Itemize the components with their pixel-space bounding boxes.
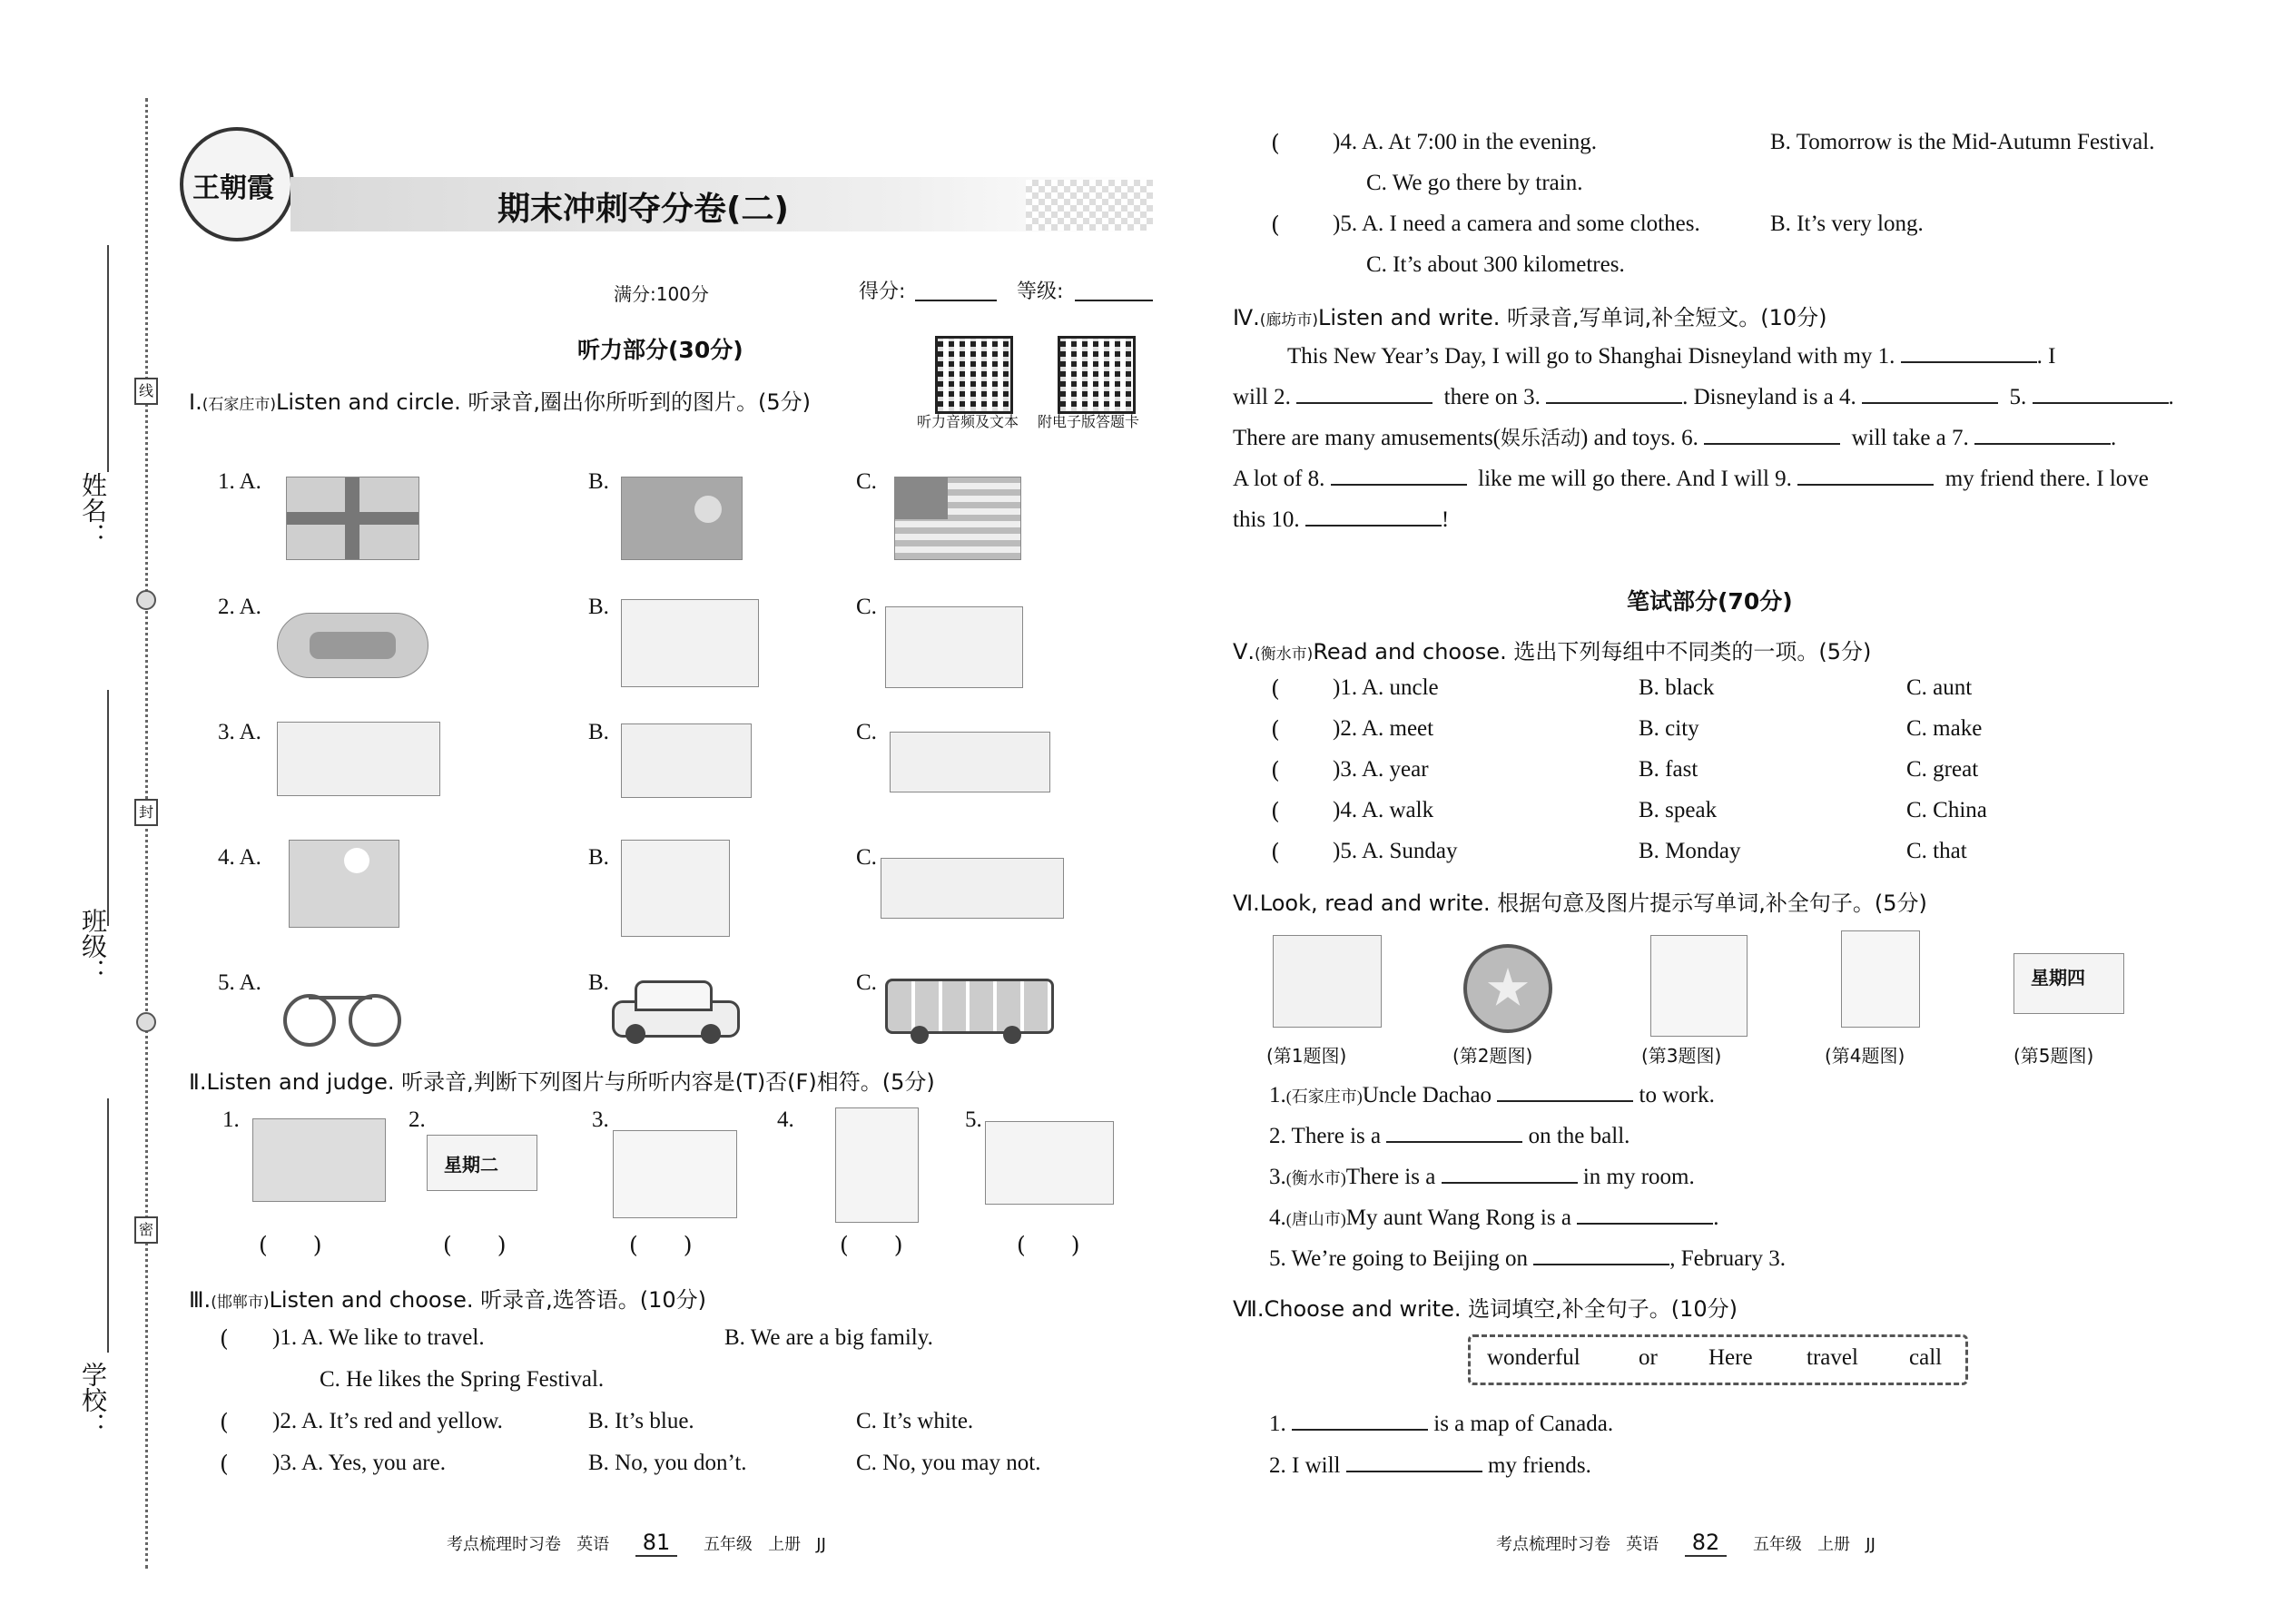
stadium-picture[interactable]	[277, 613, 428, 678]
brand-logo	[180, 127, 294, 241]
sydney-opera-house-picture[interactable]	[277, 722, 440, 796]
s3-q1-paren[interactable]: (	[220, 1325, 229, 1352]
s2-num-4: 4.	[777, 1107, 794, 1132]
qr-card-caption: 附电子版答题卡	[1038, 413, 1140, 430]
s5-q5-a: )5. A. Sunday	[1333, 839, 1458, 863]
checker-decoration	[1026, 180, 1153, 231]
s5-q3-a: )3. A. year	[1333, 757, 1429, 782]
s1-row-1-label: 1. A.	[218, 469, 261, 494]
s3-q5-b: B. It’s very long.	[1770, 212, 1924, 236]
s6-caption-1: (第1题图)	[1266, 1045, 1347, 1067]
calendar-thursday-text: 星期四	[2031, 967, 2085, 989]
s7-blank-2[interactable]	[1346, 1451, 1482, 1472]
page-number-right: 82	[1685, 1530, 1728, 1557]
class-label: 班级：	[78, 908, 108, 984]
name-label: 姓名：	[78, 472, 108, 548]
s1-row-2-c: C.	[856, 595, 877, 619]
binding-dotted-line	[145, 98, 148, 1569]
s4-blank-2[interactable]	[1296, 382, 1433, 404]
s1-row-5-c: C.	[856, 970, 877, 995]
qr-code-answer-card[interactable]	[1058, 336, 1136, 414]
name-underline	[107, 245, 109, 472]
s4-line-3: There are many amusements(娱乐活动) and toys. 6. will take a 7. .	[1233, 423, 2116, 451]
s1-row-3-label: 3. A.	[218, 720, 261, 744]
section-4-header: Ⅳ.(廊坊市)Listen and write. 听录音,写单词,补全短文。(10分)	[1233, 305, 1827, 330]
calendar-tuesday-text: 星期二	[444, 1154, 498, 1176]
word-bank-item: or	[1639, 1345, 1658, 1370]
s1-row-1-b: B.	[588, 469, 609, 494]
s3-q5-paren[interactable]: (	[1271, 212, 1280, 238]
s5-q5-b: B. Monday	[1639, 839, 1741, 863]
s5-q2-c: C. make	[1906, 716, 1983, 741]
s5-q4-c: C. China	[1906, 798, 1987, 822]
s7-q1: 1. is a map of Canada.	[1269, 1409, 1613, 1437]
children-door-picture[interactable]	[621, 840, 730, 937]
footer-right: 考点梳理时习卷 英语 82 五年级 上册 JJ	[1496, 1530, 1876, 1555]
s5-q4-paren[interactable]: (	[1271, 798, 1280, 824]
s3-q3-b: B. No, you don’t.	[588, 1451, 747, 1475]
s6-q2: 2. There is a on the ball.	[1269, 1121, 1629, 1149]
s6-blank-4[interactable]	[1577, 1203, 1713, 1225]
s3-q3-c: C. No, you may not.	[856, 1451, 1041, 1475]
s1-row-3-b: B.	[588, 720, 609, 744]
s1-row-2-label: 2. A.	[218, 595, 261, 619]
swimming-picture[interactable]	[985, 1121, 1114, 1205]
s1-row-1-c: C.	[856, 469, 877, 494]
word-bank-item: Here	[1708, 1345, 1753, 1370]
class-underline	[107, 690, 109, 926]
binding-mark-close: 密	[134, 1216, 158, 1244]
s6-blank-3[interactable]	[1442, 1162, 1578, 1184]
grade-label: 等级:	[1017, 281, 1064, 303]
s5-q1-b: B. black	[1639, 675, 1715, 700]
s1-row-4-b: B.	[588, 845, 609, 870]
s5-q5-c: C. that	[1906, 839, 1967, 863]
s3-q3-a: )3. A. Yes, you are.	[272, 1451, 446, 1475]
s5-q3-paren[interactable]: (	[1271, 757, 1280, 783]
s2-answer-2[interactable]: ( )	[443, 1232, 507, 1258]
s3-q2-c: C. It’s white.	[856, 1409, 974, 1433]
brand-logo-text: 王朝霞	[192, 172, 274, 204]
word-bank-item: wonderful	[1487, 1345, 1580, 1370]
s1-row-2-b: B.	[588, 595, 609, 619]
s5-q2-paren[interactable]: (	[1271, 716, 1280, 743]
s4-blank-9[interactable]	[1797, 464, 1934, 486]
section-2-header: Ⅱ.Listen and judge. 听录音,判断下列图片与所听内容是(T)否(F)相符。(5分)	[189, 1069, 935, 1095]
s6-caption-4: (第4题图)	[1825, 1045, 1905, 1067]
s6-q4: 4.(唐山市)My aunt Wang Rong is a .	[1269, 1203, 1718, 1231]
word-bank-item: travel	[1807, 1345, 1858, 1370]
section-1-header: Ⅰ.(石家庄市)Listen and circle. 听录音,圈出你所听到的图片。(5分)	[189, 389, 812, 415]
s4-blank-10[interactable]	[1305, 505, 1442, 527]
uk-flag-picture[interactable]	[286, 477, 419, 560]
word-bank-item: call	[1909, 1345, 1943, 1370]
s4-blank-7[interactable]	[1974, 423, 2111, 445]
s2-answer-4[interactable]: ( )	[840, 1232, 903, 1258]
listening-heading: 听力部分(30分)	[577, 337, 743, 363]
s3-q2-a: )2. A. It’s red and yellow.	[272, 1409, 503, 1433]
s6-blank-1[interactable]	[1497, 1080, 1633, 1102]
mouse-picture[interactable]	[613, 1130, 737, 1218]
s7-q2: 2. I will my friends.	[1269, 1451, 1591, 1479]
walking-man-picture[interactable]	[1273, 935, 1382, 1028]
s2-answer-1[interactable]: ( )	[259, 1232, 322, 1258]
s6-blank-2[interactable]	[1386, 1121, 1522, 1143]
s3-q2-b: B. It’s blue.	[588, 1409, 694, 1433]
s3-q1-a: )1. A. We like to travel.	[272, 1325, 485, 1350]
qr-code-audio[interactable]	[935, 336, 1013, 414]
s4-line-2: will 2. there on 3. . Disneyland is a 4. 5. .	[1233, 382, 2174, 410]
moon-tree-picture[interactable]	[289, 840, 399, 928]
s5-q5-paren[interactable]: (	[1271, 839, 1280, 865]
s4-blank-4[interactable]	[1862, 382, 1998, 404]
page-number-left: 81	[635, 1530, 678, 1557]
page-title: 期末冲刺夺分卷(二)	[497, 191, 789, 228]
s1-row-3-c: C.	[856, 720, 877, 744]
palace-picture[interactable]	[890, 732, 1050, 792]
s5-q2-b: B. city	[1639, 716, 1699, 741]
s3-q4-c: C. We go there by train.	[1366, 171, 1583, 195]
s5-q2-a: )2. A. meet	[1333, 716, 1434, 741]
s2-num-2: 2.	[409, 1107, 426, 1132]
qr-audio-caption: 听力音频及文本	[917, 413, 1019, 430]
s5-q4-b: B. speak	[1639, 798, 1718, 822]
s3-q1-b: B. We are a big family.	[724, 1325, 933, 1350]
s5-q3-c: C. great	[1906, 757, 1979, 782]
s3-q3-paren[interactable]: (	[220, 1451, 229, 1477]
s2-num-5: 5.	[965, 1107, 982, 1132]
s6-q1: 1.(石家庄市)Uncle Dachao to work.	[1269, 1080, 1715, 1108]
school-underline	[107, 1098, 109, 1353]
s5-q1-c: C. aunt	[1906, 675, 1973, 700]
australia-flag-picture[interactable]	[621, 477, 743, 560]
s1-row-5-label: 5. A.	[218, 970, 261, 995]
s4-blank-6[interactable]	[1704, 423, 1840, 445]
full-score: 满分:100分	[614, 283, 709, 305]
s3-q5-c: C. It’s about 300 kilometres.	[1366, 252, 1625, 277]
animal-parade-picture[interactable]	[885, 606, 1023, 688]
calendar-thursday-picture[interactable]	[2013, 953, 2124, 1014]
train-picture[interactable]	[252, 1118, 386, 1202]
curtain-window-picture[interactable]	[1650, 935, 1748, 1037]
section-5-header: Ⅴ.(衡水市)Read and choose. 选出下列每组中不同类的一项。(5分)	[1233, 639, 1872, 664]
s5-q3-b: B. fast	[1639, 757, 1698, 782]
grade-blank	[1075, 300, 1153, 301]
s2-answer-5[interactable]: ( )	[1017, 1232, 1080, 1258]
binding-mark-line: 线	[134, 378, 158, 405]
dragon-boat-picture[interactable]	[881, 858, 1064, 919]
s6-caption-5: (第5题图)	[2013, 1045, 2094, 1067]
s1-row-4-label: 4. A.	[218, 845, 261, 870]
s5-q1-a: )1. A. uncle	[1333, 675, 1439, 700]
s2-num-3: 3.	[592, 1107, 609, 1132]
section-3-header: Ⅲ.(邯郸市)Listen and choose. 听录音,选答语。(10分)	[189, 1287, 706, 1313]
binding-mark-seal: 封	[134, 799, 158, 826]
star-ball-picture[interactable]	[1463, 944, 1552, 1033]
s5-q4-a: )4. A. walk	[1333, 798, 1434, 822]
s6-caption-2: (第2题图)	[1452, 1045, 1533, 1067]
score-blank	[915, 300, 997, 301]
s3-q4-a: )4. A. At 7:00 in the evening.	[1333, 130, 1597, 154]
car-picture[interactable]	[612, 980, 734, 1044]
s3-q4-b: B. Tomorrow is the Mid-Autumn Festival.	[1770, 130, 2155, 154]
section-6-header: Ⅵ.Look, read and write. 根据句意及图片提示写单词,补全句子。(5分)	[1233, 891, 1927, 916]
school-label: 学校：	[78, 1362, 108, 1438]
s4-line-1: This New Year’s Day, I will go to Shanghai Disneyland with my 1. . I	[1287, 341, 2055, 369]
writing-heading: 笔试部分(70分)	[1627, 588, 1793, 615]
children-group-picture[interactable]	[621, 599, 759, 687]
s3-q2-paren[interactable]: (	[220, 1409, 229, 1435]
bus-picture[interactable]	[885, 979, 1053, 1044]
s7-blank-1[interactable]	[1292, 1409, 1428, 1431]
footer-left: 考点梳理时习卷 英语 81 五年级 上册 JJ	[447, 1530, 826, 1555]
s4-blank-5[interactable]	[2033, 382, 2169, 404]
s6-q5: 5. We’re going to Beijing on , February 3.	[1269, 1244, 1786, 1272]
s4-blank-3[interactable]	[1546, 382, 1682, 404]
s3-q1-c: C. He likes the Spring Festival.	[320, 1367, 605, 1392]
s4-blank-8[interactable]	[1331, 464, 1467, 486]
s4-blank-1[interactable]	[1901, 341, 2037, 363]
s3-q5-a: )5. A. I need a camera and some clothes.	[1333, 212, 1700, 236]
calendar-tuesday-picture[interactable]	[427, 1135, 537, 1191]
s1-row-5-b: B.	[588, 970, 609, 995]
s5-q1-paren[interactable]: (	[1271, 675, 1280, 702]
s6-q3: 3.(衡水市)There is a in my room.	[1269, 1162, 1695, 1190]
nurse-picture[interactable]	[1841, 930, 1920, 1028]
s2-answer-3[interactable]: ( )	[629, 1232, 693, 1258]
s4-line-5: this 10. !	[1233, 505, 1449, 533]
s1-row-4-c: C.	[856, 845, 877, 870]
binding-hole-icon	[136, 1012, 156, 1032]
doctor-picture[interactable]	[835, 1107, 919, 1223]
white-house-picture[interactable]	[621, 723, 752, 798]
s3-q4-paren[interactable]: (	[1271, 130, 1280, 156]
section-7-header: Ⅶ.Choose and write. 选词填空,补全句子。(10分)	[1233, 1296, 1738, 1322]
s6-caption-3: (第3题图)	[1641, 1045, 1722, 1067]
bicycle-picture[interactable]	[283, 976, 401, 1044]
binding-hole-icon	[136, 590, 156, 610]
usa-flag-picture[interactable]	[894, 477, 1021, 560]
score-label: 得分:	[859, 281, 906, 303]
s2-num-1: 1.	[222, 1107, 240, 1132]
s6-blank-5[interactable]	[1533, 1244, 1669, 1265]
s4-line-4: A lot of 8. like me will go there. And I will 9. my friend there. I love	[1233, 464, 2149, 492]
